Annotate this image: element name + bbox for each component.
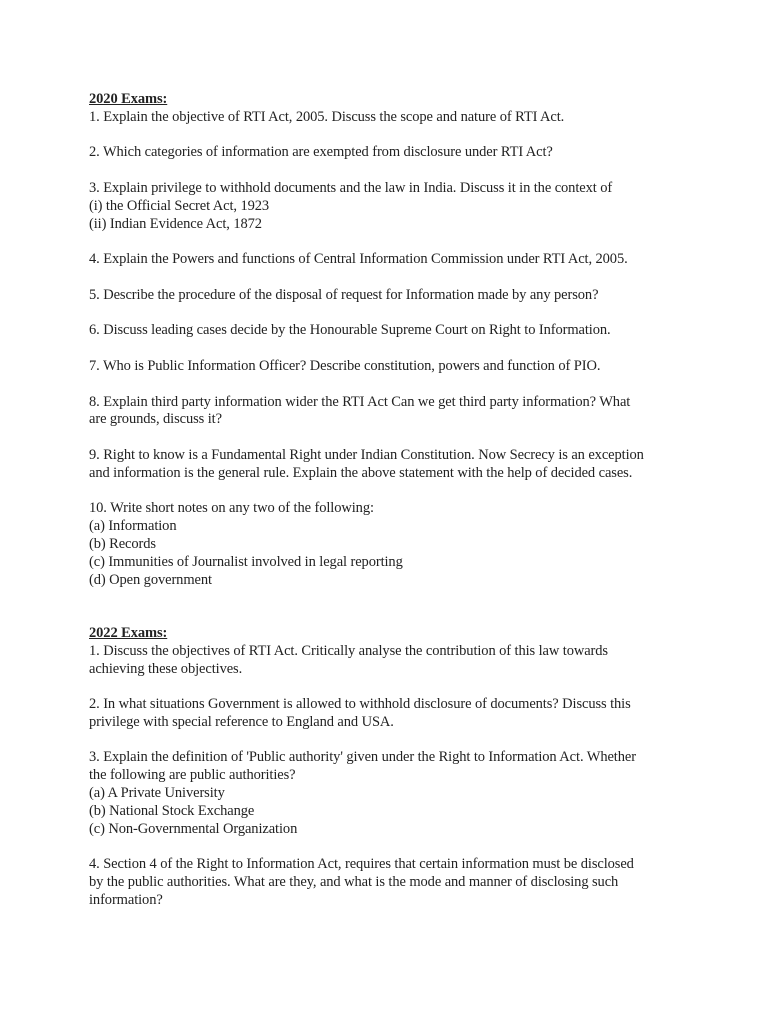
question-2020-6: 6. Discuss leading cases decide by the Honourable Supreme Court on Right to Information. bbox=[89, 322, 611, 339]
question-2022-2: 2. In what situations Government is allowed to withhold disclosure of documents? Discuss this privilege with special reference to England and USA. bbox=[89, 696, 631, 730]
question-2020-7: 7. Who is Public Information Officer? Describe constitution, powers and function of PIO. bbox=[89, 357, 601, 374]
question-2020-2: 2. Which categories of information are exempted from disclosure under RTI Act? bbox=[89, 144, 553, 161]
section-heading-2020: 2020 Exams: bbox=[89, 91, 168, 107]
section-heading-2022: 2022 Exams: bbox=[89, 624, 168, 641]
question-2020-3: 3. Explain privilege to withhold documents and the law in India. Discuss it in the context of (i) the Official Secret Act, 1923 (ii) Indian Evidence Act, 1872 bbox=[89, 179, 613, 232]
question-2020-9: 9. Right to know is a Fundamental Right under Indian Constitution. Now Secrecy is an exception and information is the general rule. Explain the above statement with the help of decided cases. bbox=[89, 446, 644, 481]
section-spacer bbox=[89, 589, 689, 625]
question-2022-1: 1. Discuss the objectives of RTI Act. Critically analyse the contribution of this law towards achieving these objectives. bbox=[89, 642, 608, 677]
document-page bbox=[89, 91, 689, 910]
question-2020-8: 8. Explain third party information wider the RTI Act Can we get third party information? What are grounds, discuss it? bbox=[89, 393, 631, 428]
question-2020-10: 10. Write short notes on any two of the following: (a) Information (b) Records (c) Immunities of Journalist involved in legal reporting (d) Open government bbox=[89, 500, 403, 588]
question-2020-5: 5. Describe the procedure of the disposal of request for Information made by any person? bbox=[89, 286, 599, 303]
question-2020-4: 4. Explain the Powers and functions of Central Information Commission under RTI Act, 2005. bbox=[89, 251, 628, 268]
question-2022-4: 4. Section 4 of the Right to Information Act, requires that certain information must be disclosed by the public authorities. What are they, and what is the mode and manner of disclosing such information? bbox=[89, 856, 634, 908]
question-2020-1: 1. Explain the objective of RTI Act, 2005. Discuss the scope and nature of RTI Act. bbox=[89, 108, 565, 125]
question-2022-3: 3. Explain the definition of 'Public authority' given under the Right to Information Act. Whether the following are public authorities? (a) A Private University (b) National Stock Exchange (c) Non-Governmental Organization bbox=[89, 749, 636, 837]
